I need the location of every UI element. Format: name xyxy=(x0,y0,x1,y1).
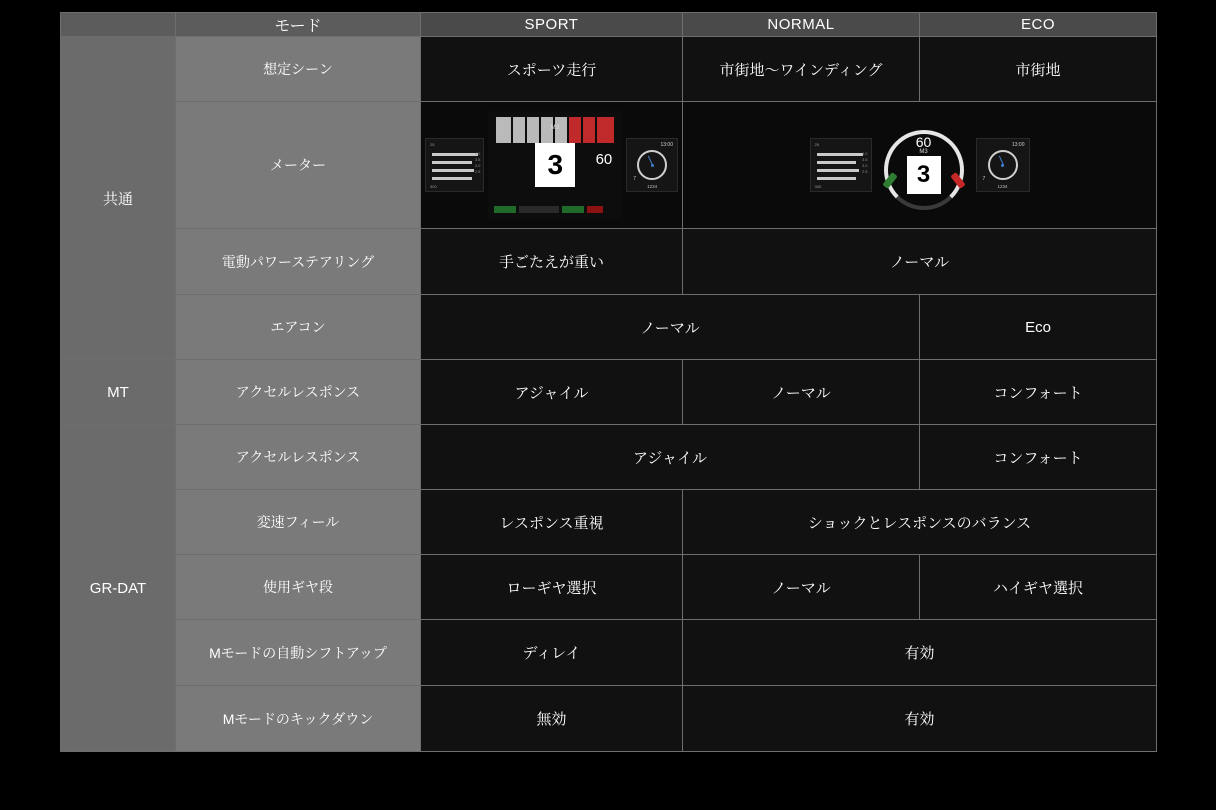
cell-eps-sport: 手ごたえが重い xyxy=(421,229,683,295)
table-row xyxy=(61,295,1157,360)
round-dial-icon xyxy=(637,150,667,180)
table-row xyxy=(61,37,1157,102)
table-row xyxy=(61,686,1157,752)
left-bottom-value-normal: 300 xyxy=(814,184,822,189)
cell-dat-accel-sport-normal: アジャイル xyxy=(421,425,920,490)
clock-readout-normal: 13:00 xyxy=(1011,142,1025,148)
row-item-scene: 想定シーン xyxy=(176,37,421,102)
m-mode-label-normal: M3 xyxy=(919,149,928,155)
row-item-shift-feel: 変速フィール xyxy=(176,490,421,555)
panel-numbers-icon: 4.0 3.5 3.0 2.5 xyxy=(861,151,868,174)
header-col-sport: SPORT xyxy=(421,13,683,37)
left-info-panel-sport xyxy=(425,138,484,192)
cell-scene-normal: 市街地～ワインディング xyxy=(683,37,920,102)
cell-mt-accel-normal: ノーマル xyxy=(683,360,920,425)
clock-readout-sport: 13:00 xyxy=(660,142,673,148)
cell-gear-usage-eco: ハイギヤ選択 xyxy=(920,555,1157,620)
cell-mt-accel-eco: コンフォート xyxy=(920,360,1157,425)
cell-gear-usage-normal: ノーマル xyxy=(683,555,920,620)
row-item-eps: 電動パワーステアリング xyxy=(176,229,421,295)
gear-tiny-normal: 7 xyxy=(982,176,986,182)
left-tick-value-normal: 25 xyxy=(814,142,819,147)
right-info-panel-normal xyxy=(976,138,1030,192)
cell-kickdown-normal-eco: 有効 xyxy=(683,686,1157,752)
table-row xyxy=(61,102,1157,229)
bar-graph-icon xyxy=(817,153,863,185)
row-item-gear-usage: 使用ギヤ段 xyxy=(176,555,421,620)
row-item-aircon: エアコン xyxy=(176,295,421,360)
cell-scene-sport: スポーツ走行 xyxy=(421,37,683,102)
center-tacho-panel-sport xyxy=(488,111,622,219)
left-bottom-value-sport: 300 xyxy=(430,184,437,189)
row-item-mt-accel: アクセルレスポンス xyxy=(176,360,421,425)
gear-indicator-normal: 3 xyxy=(907,156,941,194)
gear-indicator-sport: 3 xyxy=(535,143,575,187)
m-mode-label-sport: M3 xyxy=(550,125,560,131)
center-round-tacho-normal xyxy=(876,130,972,200)
group-label-mt: MT xyxy=(61,360,176,425)
table-row xyxy=(61,620,1157,686)
cell-aircon-sport-normal: ノーマル xyxy=(421,295,920,360)
cell-aircon-eco: Eco xyxy=(920,295,1157,360)
cell-scene-eco: 市街地 xyxy=(920,37,1157,102)
table-header-row xyxy=(61,13,1157,37)
cell-eps-normal-eco: ノーマル xyxy=(683,229,1157,295)
speed-readout-normal: 60 xyxy=(915,134,932,150)
group-label-common: 共通 xyxy=(61,37,176,360)
left-tick-value-sport: 25 xyxy=(430,142,435,147)
status-chips-sport xyxy=(494,206,616,213)
header-mode-label: モード xyxy=(176,13,421,37)
row-item-auto-shiftup: Mモードの自動シフトアップ xyxy=(176,620,421,686)
cell-gear-usage-sport: ローギヤ選択 xyxy=(421,555,683,620)
gear-tiny-sport: 7 xyxy=(633,176,637,182)
table-row xyxy=(61,360,1157,425)
odometer-normal: 1234 xyxy=(997,184,1008,189)
row-item-kickdown: Mモードのキックダウン xyxy=(176,686,421,752)
speed-readout-sport: 60 xyxy=(595,151,613,168)
header-col-normal: NORMAL xyxy=(683,13,920,37)
bar-graph-icon xyxy=(432,153,478,185)
round-dial-icon xyxy=(988,150,1018,180)
cell-kickdown-sport: 無効 xyxy=(421,686,683,752)
header-col-eco: ECO xyxy=(920,13,1157,37)
cell-shift-feel-normal-eco: ショックとレスポンスのバランス xyxy=(683,490,1157,555)
cell-meter-sport xyxy=(421,102,683,229)
table-row xyxy=(61,490,1157,555)
cell-dat-accel-eco: コンフォート xyxy=(920,425,1157,490)
table-row xyxy=(61,229,1157,295)
table-row xyxy=(61,555,1157,620)
group-label-grdat: GR-DAT xyxy=(61,425,176,752)
header-corner-blank xyxy=(61,13,176,37)
cluster-normal-graphic xyxy=(687,102,1152,228)
row-item-meter: メーター xyxy=(176,102,421,229)
cell-auto-shiftup-normal-eco: 有効 xyxy=(683,620,1157,686)
cell-shift-feel-sport: レスポンス重視 xyxy=(421,490,683,555)
cluster-sport-graphic xyxy=(425,102,678,228)
table-row xyxy=(61,425,1157,490)
left-info-panel-normal xyxy=(810,138,872,192)
panel-numbers-icon: 4.0 3.5 3.0 2.5 xyxy=(474,151,481,174)
cell-mt-accel-sport: アジャイル xyxy=(421,360,683,425)
cell-auto-shiftup-sport: ディレイ xyxy=(421,620,683,686)
odometer-sport: 1234 xyxy=(647,184,658,189)
cell-meter-normal xyxy=(683,102,1157,229)
right-info-panel-sport xyxy=(626,138,678,192)
row-item-dat-accel: アクセルレスポンス xyxy=(176,425,421,490)
drive-mode-spec-table xyxy=(60,12,1157,752)
